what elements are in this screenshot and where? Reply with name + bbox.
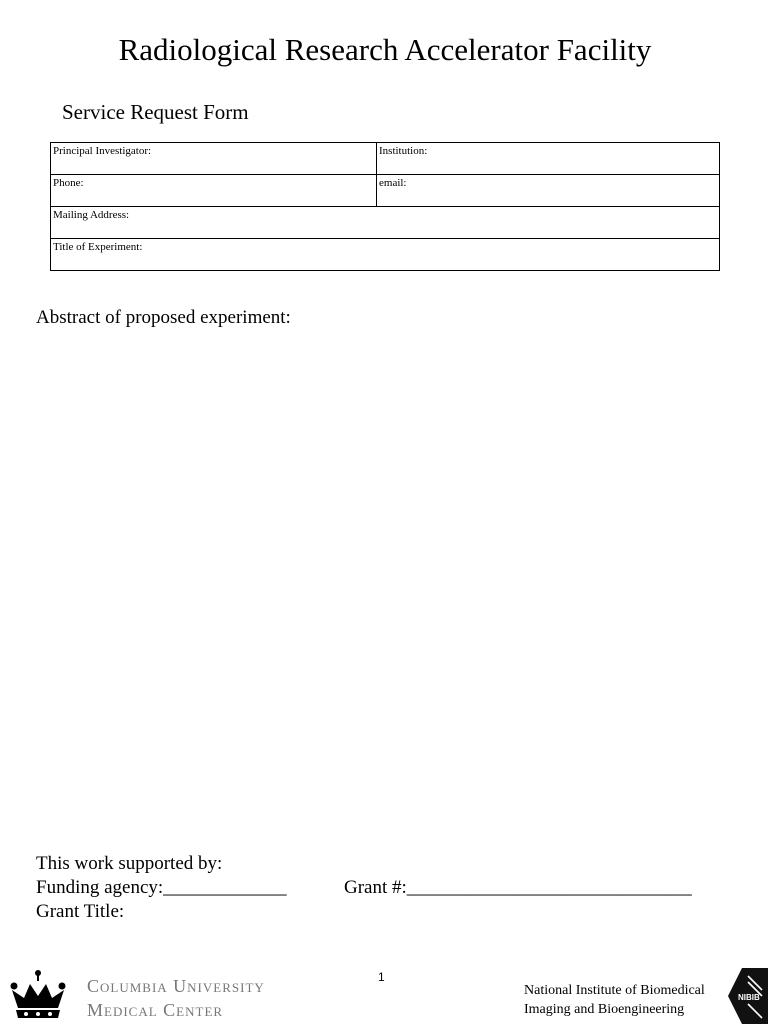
title-of-experiment-label: Title of Experiment: xyxy=(53,241,143,253)
columbia-university-logo xyxy=(87,974,265,1022)
table-row xyxy=(51,143,720,175)
nibib-logo-label: NIBIB xyxy=(738,993,760,1002)
email-field[interactable] xyxy=(377,175,720,207)
institution-label: Institution: xyxy=(379,145,428,157)
principal-investigator-label: Principal Investigator: xyxy=(53,145,152,157)
nibib-text-line2: Imaging and Bioengineering xyxy=(524,1002,685,1017)
abstract-text-area[interactable] xyxy=(36,336,726,846)
principal-investigator-field[interactable] xyxy=(51,143,377,175)
columbia-logo-line2: Medical Center xyxy=(87,1000,224,1020)
funding-section xyxy=(36,852,287,924)
table-row xyxy=(51,207,720,239)
table-row xyxy=(51,175,720,207)
institution-field[interactable] xyxy=(377,143,720,175)
phone-label: Phone: xyxy=(53,177,84,189)
contact-info-table xyxy=(50,142,720,271)
table-row xyxy=(51,239,720,271)
abstract-label: Abstract of proposed experiment: xyxy=(36,307,291,328)
nibib-text-line1: National Institute of Biomedical xyxy=(524,983,705,998)
phone-field[interactable] xyxy=(51,175,377,207)
title-of-experiment-field[interactable] xyxy=(51,239,720,271)
grant-title-field[interactable]: Grant Title: xyxy=(36,901,125,922)
form-subtitle: Service Request Form xyxy=(62,100,249,124)
nibib-logo-icon xyxy=(728,968,768,1024)
mailing-address-field[interactable] xyxy=(51,207,720,239)
email-label: email: xyxy=(379,177,407,189)
crown-logo-icon xyxy=(6,968,70,1020)
columbia-logo-line1: Columbia University xyxy=(87,976,265,996)
funding-agency-field[interactable]: Funding agency:_____________ xyxy=(36,877,287,898)
mailing-address-label: Mailing Address: xyxy=(53,209,130,221)
nibib-name xyxy=(524,981,705,1019)
document-title: Radiological Research Accelerator Facility xyxy=(118,32,652,67)
grant-number-field[interactable]: Grant #:______________________________ xyxy=(344,877,692,898)
supported-by-label: This work supported by: xyxy=(36,853,223,874)
page-number: 1 xyxy=(378,970,385,984)
